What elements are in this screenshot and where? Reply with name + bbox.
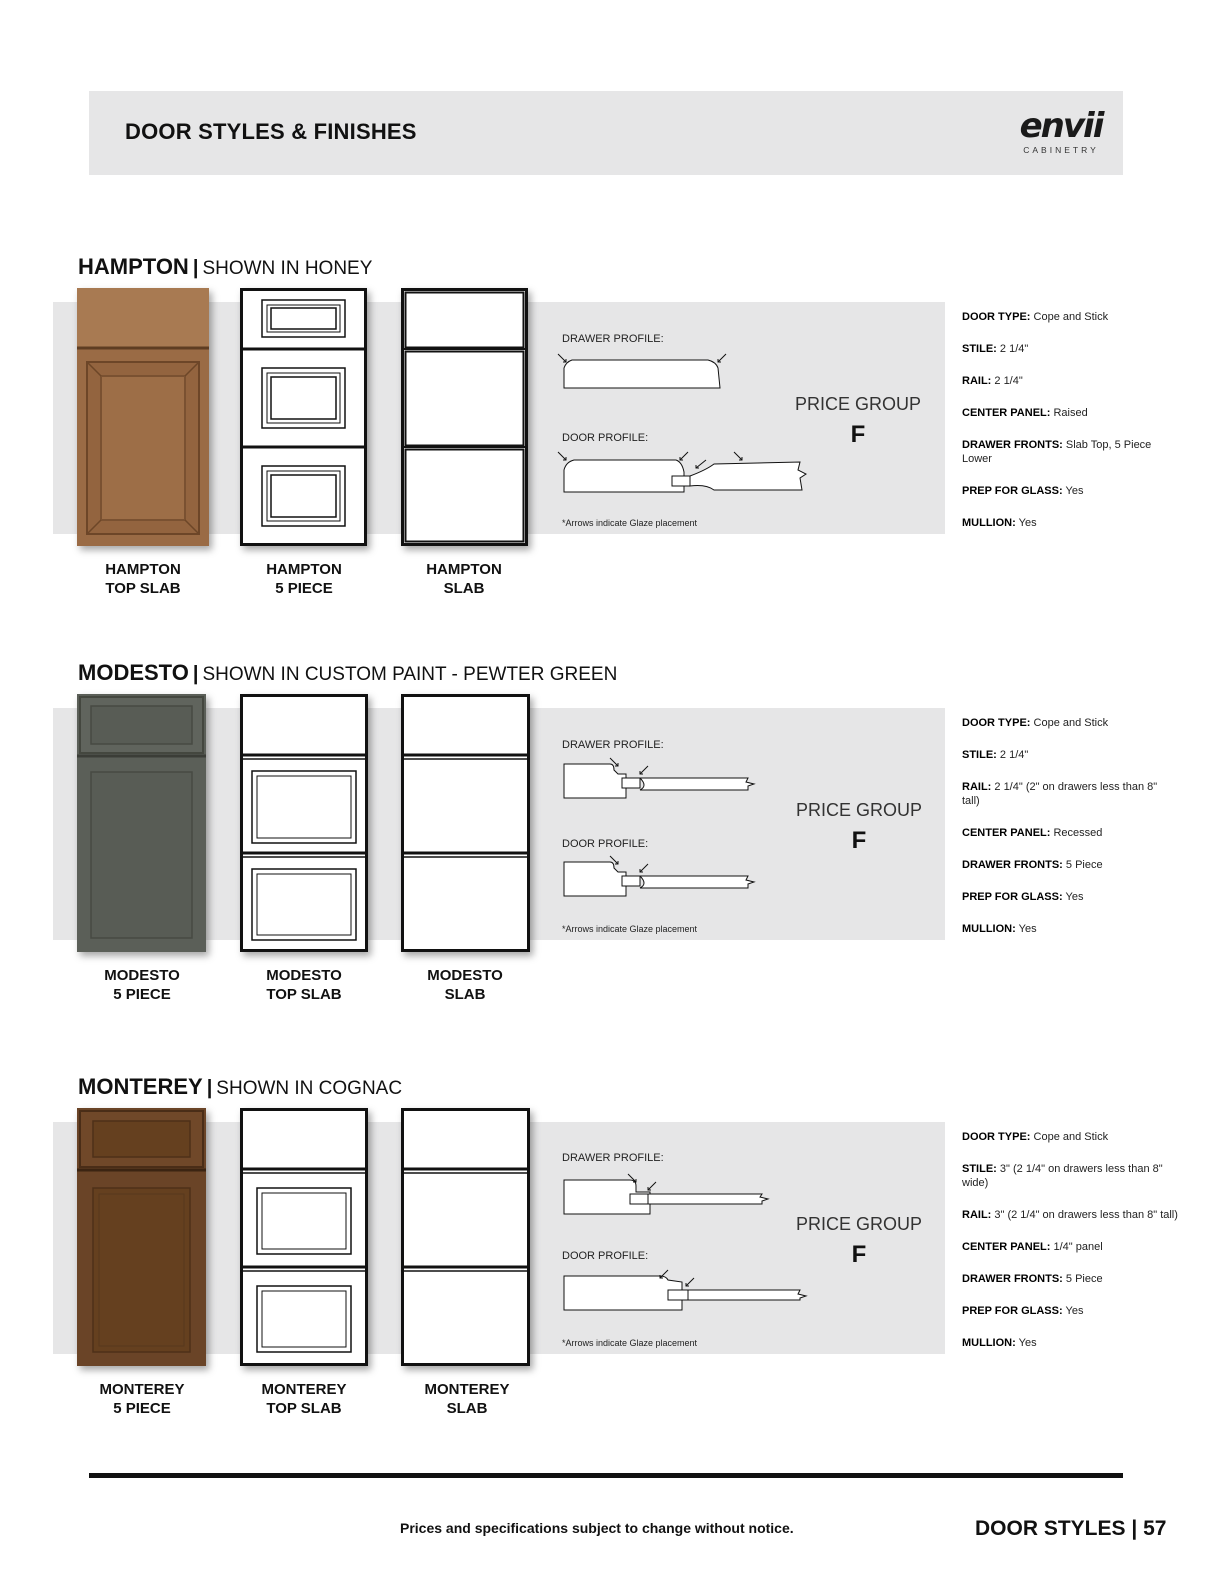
door-profile-drawing xyxy=(556,854,766,900)
style-name: MODESTO xyxy=(78,660,189,685)
header-bar xyxy=(89,91,1123,175)
door-drawing-modesto-slab xyxy=(401,694,530,952)
door-label: HAMPTON 5 PIECE xyxy=(266,561,342,597)
spec-mullion: MULLION: Yes xyxy=(962,517,1037,529)
drawer-profile-drawing xyxy=(556,350,736,392)
spec-center-panel: CENTER PANEL: 1/4" panel xyxy=(962,1241,1103,1253)
price-group: PRICE GROUP F xyxy=(789,1214,929,1269)
door-drawing-modesto-top-slab xyxy=(240,694,368,952)
style-name: MONTEREY xyxy=(78,1074,203,1099)
door-label: MONTEREY 5 PIECE xyxy=(99,1381,185,1417)
door-drawing-monterey-slab xyxy=(401,1108,530,1366)
price-group-value: F xyxy=(851,1241,867,1268)
door-profile-label: DOOR PROFILE: xyxy=(562,838,649,850)
spec-drawer-fronts: DRAWER FRONTS: Slab Top, 5 Piece Lower xyxy=(962,439,1152,465)
drawer-profile-drawing xyxy=(556,756,766,802)
section-title: MONTEREY | SHOWN IN COGNAC xyxy=(78,1074,403,1099)
door-drawing-hampton-5-piece xyxy=(240,288,367,546)
spec-rail: RAIL: 3" (2 1/4" on drawers less than 8" tall) xyxy=(962,1209,1178,1221)
spec-list xyxy=(962,310,1192,530)
finish-name: SHOWN IN CUSTOM PAINT - PEWTER GREEN xyxy=(202,664,618,685)
page-number: 57 xyxy=(1143,1517,1167,1540)
logo-subtitle: CABINETRY xyxy=(1023,145,1099,155)
spec-door-type: DOOR TYPE: Cope and Stick xyxy=(962,1131,1109,1143)
price-group-value: F xyxy=(850,421,866,448)
spec-drawer-fronts: DRAWER FRONTS: 5 Piece xyxy=(962,1273,1103,1285)
spec-prep-for-glass: PREP FOR GLASS: Yes xyxy=(962,485,1084,497)
door-photo-monterey-5-piece xyxy=(77,1108,206,1366)
glaze-note: *Arrows indicate Glaze placement xyxy=(562,924,698,934)
spec-door-type: DOOR TYPE: Cope and Stick xyxy=(962,311,1109,323)
finish-name: SHOWN IN HONEY xyxy=(202,258,373,279)
door-profile-drawing xyxy=(556,450,816,496)
drawer-profile-label: DRAWER PROFILE: xyxy=(562,739,664,751)
section-modesto xyxy=(0,660,1224,1020)
spec-list xyxy=(962,716,1192,936)
footer-page-marker: DOOR STYLES | 57 xyxy=(975,1517,1167,1540)
spec-door-type: DOOR TYPE: Cope and Stick xyxy=(962,717,1109,729)
door-label: MODESTO SLAB xyxy=(427,967,503,1003)
spec-mullion: MULLION: Yes xyxy=(962,1337,1037,1349)
door-profile-drawing xyxy=(556,1268,816,1314)
spec-mullion: MULLION: Yes xyxy=(962,923,1037,935)
door-label: MONTEREY SLAB xyxy=(424,1381,510,1417)
spec-center-panel: CENTER PANEL: Recessed xyxy=(962,827,1103,839)
page-title: DOOR STYLES & FINISHES xyxy=(125,119,417,144)
spec-drawer-fronts: DRAWER FRONTS: 5 Piece xyxy=(962,859,1103,871)
style-name: HAMPTON xyxy=(78,254,189,279)
door-label: MONTEREY TOP SLAB xyxy=(261,1381,347,1417)
door-profile-label: DOOR PROFILE: xyxy=(562,1250,649,1262)
spec-prep-for-glass: PREP FOR GLASS: Yes xyxy=(962,891,1084,903)
glaze-note: *Arrows indicate Glaze placement xyxy=(562,518,698,528)
spec-center-panel: CENTER PANEL: Raised xyxy=(962,407,1088,419)
spec-rail: RAIL: 2 1/4" (2" on drawers less than 8" tall) xyxy=(962,781,1158,807)
logo-wordmark: envii xyxy=(1019,106,1103,146)
section-hampton xyxy=(0,254,1224,614)
spec-stile: STILE: 2 1/4" xyxy=(962,749,1029,761)
door-profile-label: DOOR PROFILE: xyxy=(562,432,649,444)
door-label: HAMPTON TOP SLAB xyxy=(105,561,181,597)
spec-rail: RAIL: 2 1/4" xyxy=(962,375,1023,387)
section-monterey xyxy=(0,1074,1224,1434)
envii-logo xyxy=(1013,106,1109,157)
section-title: HAMPTON | SHOWN IN HONEY xyxy=(78,254,373,279)
door-photo-modesto-5-piece xyxy=(77,694,206,952)
footer-section-name: DOOR STYLES xyxy=(975,1517,1126,1540)
door-photo-hampton-top-slab xyxy=(77,288,209,546)
price-group: PRICE GROUP F xyxy=(788,394,928,449)
drawer-profile-drawing xyxy=(556,1170,776,1220)
price-group-value: F xyxy=(851,827,867,854)
spec-list xyxy=(962,1130,1192,1350)
spec-prep-for-glass: PREP FOR GLASS: Yes xyxy=(962,1305,1084,1317)
door-drawing-hampton-slab xyxy=(401,288,528,546)
finish-name: SHOWN IN COGNAC xyxy=(216,1078,403,1099)
footer-disclaimer: Prices and specifications subject to change without notice. xyxy=(400,1520,794,1536)
footer-rule xyxy=(89,1473,1123,1478)
door-drawing-monterey-top-slab xyxy=(240,1108,368,1366)
door-label: HAMPTON SLAB xyxy=(426,561,502,597)
drawer-profile-label: DRAWER PROFILE: xyxy=(562,333,664,345)
glaze-note: *Arrows indicate Glaze placement xyxy=(562,1338,698,1348)
spec-stile: STILE: 2 1/4" xyxy=(962,343,1029,355)
door-label: MODESTO 5 PIECE xyxy=(104,967,180,1003)
drawer-profile-label: DRAWER PROFILE: xyxy=(562,1152,664,1164)
door-label: MODESTO TOP SLAB xyxy=(266,967,342,1003)
price-group: PRICE GROUP F xyxy=(789,800,929,855)
spec-stile: STILE: 3" (2 1/4" on drawers less than 8" wide) xyxy=(962,1163,1163,1189)
section-title: MODESTO | SHOWN IN CUSTOM PAINT - PEWTER GREEN xyxy=(78,660,618,685)
